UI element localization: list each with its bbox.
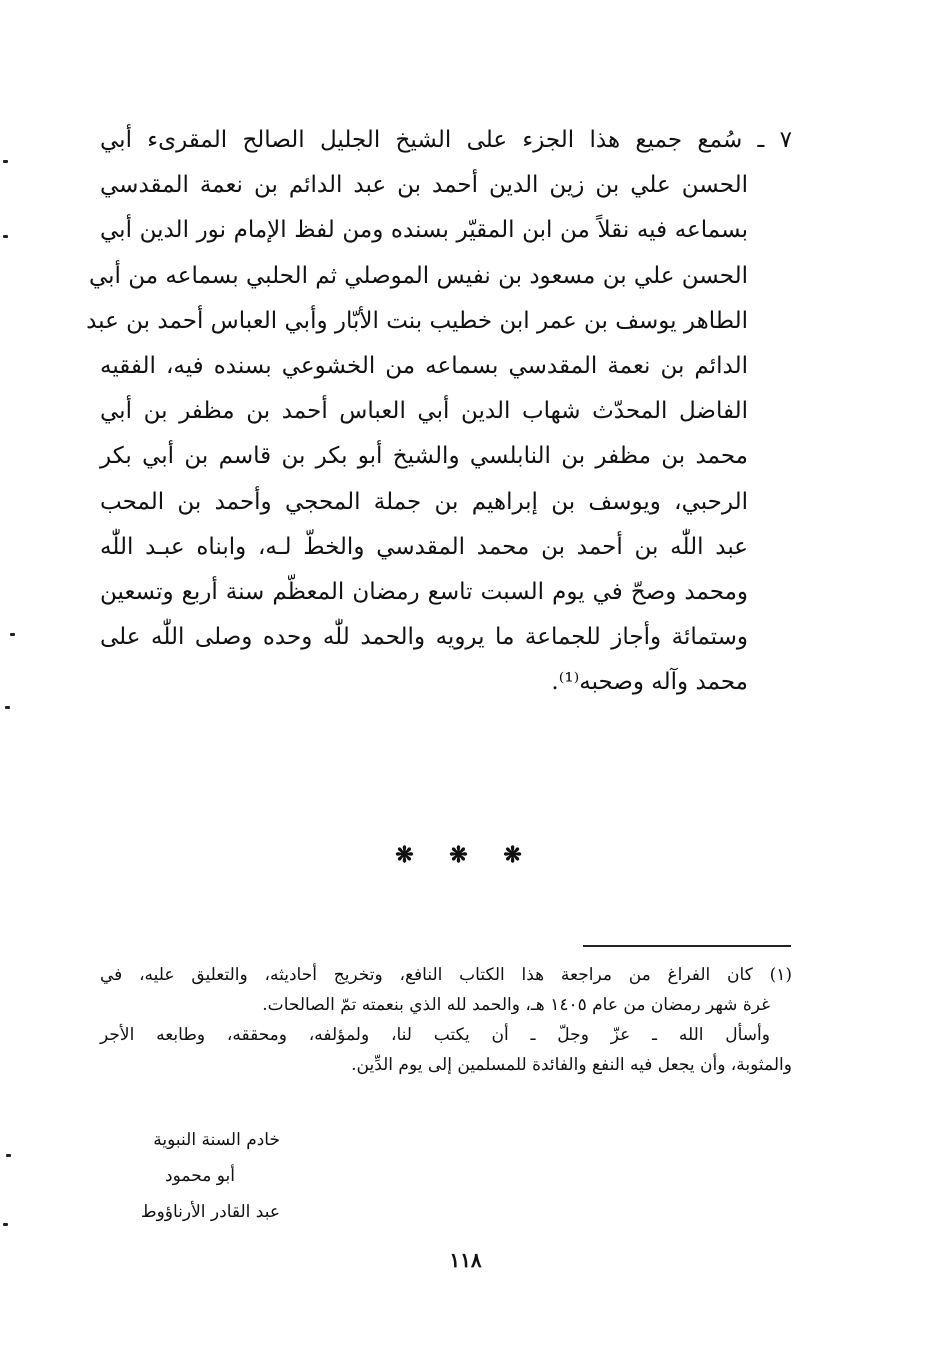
section-separator: ❋ ❋ ❋ bbox=[395, 842, 536, 868]
entry-line: الدائم بن نعمة المقدسي بسماعه من الخشوعي بسنده فيه، الفقيه bbox=[100, 352, 748, 379]
entry-line: وستمائة وأجاز للجماعة ما يرويه والحمد للّٰه وحده وصلى اللّٰه على bbox=[100, 624, 748, 651]
entry-paragraph bbox=[86, 118, 792, 705]
scan-speck bbox=[10, 633, 15, 636]
footnote-line: (١) كان الفراغ من مراجعة هذا الكتاب النافع، وتخريج أحاديثه، والتعليق عليه، في bbox=[100, 965, 792, 985]
entry-line: ٧ ـ سُمع جميع هذا الجزء على الشيخ الجليل الصالح المقرىء أبي bbox=[100, 127, 792, 153]
footnote-line: والمثوبة، وأن يجعل فيه النفع والفائدة للمسلمين إلى يوم الدِّين. bbox=[351, 1055, 792, 1075]
scan-speck bbox=[3, 160, 8, 163]
signature-name: عبد القادر الأرناؤوط bbox=[140, 1202, 280, 1222]
scan-speck bbox=[3, 1223, 8, 1226]
entry-line: الرحبي، ويوسف بن إبراهيم بن جملة المحجي وأحمد بن المحب bbox=[100, 488, 748, 515]
entry-line: الحسن علي بن مسعود بن نفيس الموصلي ثم الحلبي بسماعه من أبي bbox=[88, 262, 748, 289]
entry-line: الحسن علي بن زين الدين أحمد بن عبد الدائم بن نعمة المقدسي bbox=[100, 172, 748, 199]
entry-line: ومحمد وصحّ في يوم السبت تاسع رمضان المعظّم سنة أربع وتسعين bbox=[100, 578, 748, 605]
scan-speck bbox=[3, 235, 8, 238]
footnote-line: وأسأل الله ـ عزّ وجلّ ـ أن يكتب لنا، ولمؤلفه، ومحققه، وطابعه الأجر bbox=[100, 1025, 770, 1045]
signature-block bbox=[120, 1122, 280, 1230]
signature-title: خادم السنة النبوية bbox=[153, 1130, 280, 1150]
scan-speck bbox=[5, 706, 10, 709]
footnote bbox=[100, 960, 792, 1080]
footnote-divider bbox=[583, 945, 791, 947]
footnote-line: غرة شهر رمضان من عام ١٤٠٥ هـ، والحمد لله الذي بنعمته تمّ الصالحات. bbox=[262, 995, 770, 1015]
entry-line: الفاضل المحدّث شهاب الدين أبي العباس أحمد بن مظفر بن أبي bbox=[100, 398, 748, 425]
entry-line: عبد اللّٰه بن أحمد بن محمد المقدسي والخطّ لـه، وابناه عبـد اللّٰه bbox=[100, 533, 749, 560]
signature-kunya: أبو محمود bbox=[165, 1166, 235, 1186]
scan-speck bbox=[6, 1154, 11, 1157]
page-number: ١١٨ bbox=[449, 1248, 482, 1272]
entry-line: محمد وآله وصحبه⁽¹⁾. bbox=[551, 669, 748, 696]
entry-line: محمد بن مظفر بن النابلسي والشيخ أبو بكر بن قاسم بن أبي بكر bbox=[100, 443, 748, 470]
entry-line: بسماعه فيه نقلاً من ابن المقيّر بسنده ومن لفظ الإمام نور الدين أبي bbox=[100, 217, 748, 244]
entry-line: الطاهر يوسف بن عمر ابن خطيب بنت الأبّار وأبي العباس أحمد بن عبد bbox=[86, 307, 748, 334]
